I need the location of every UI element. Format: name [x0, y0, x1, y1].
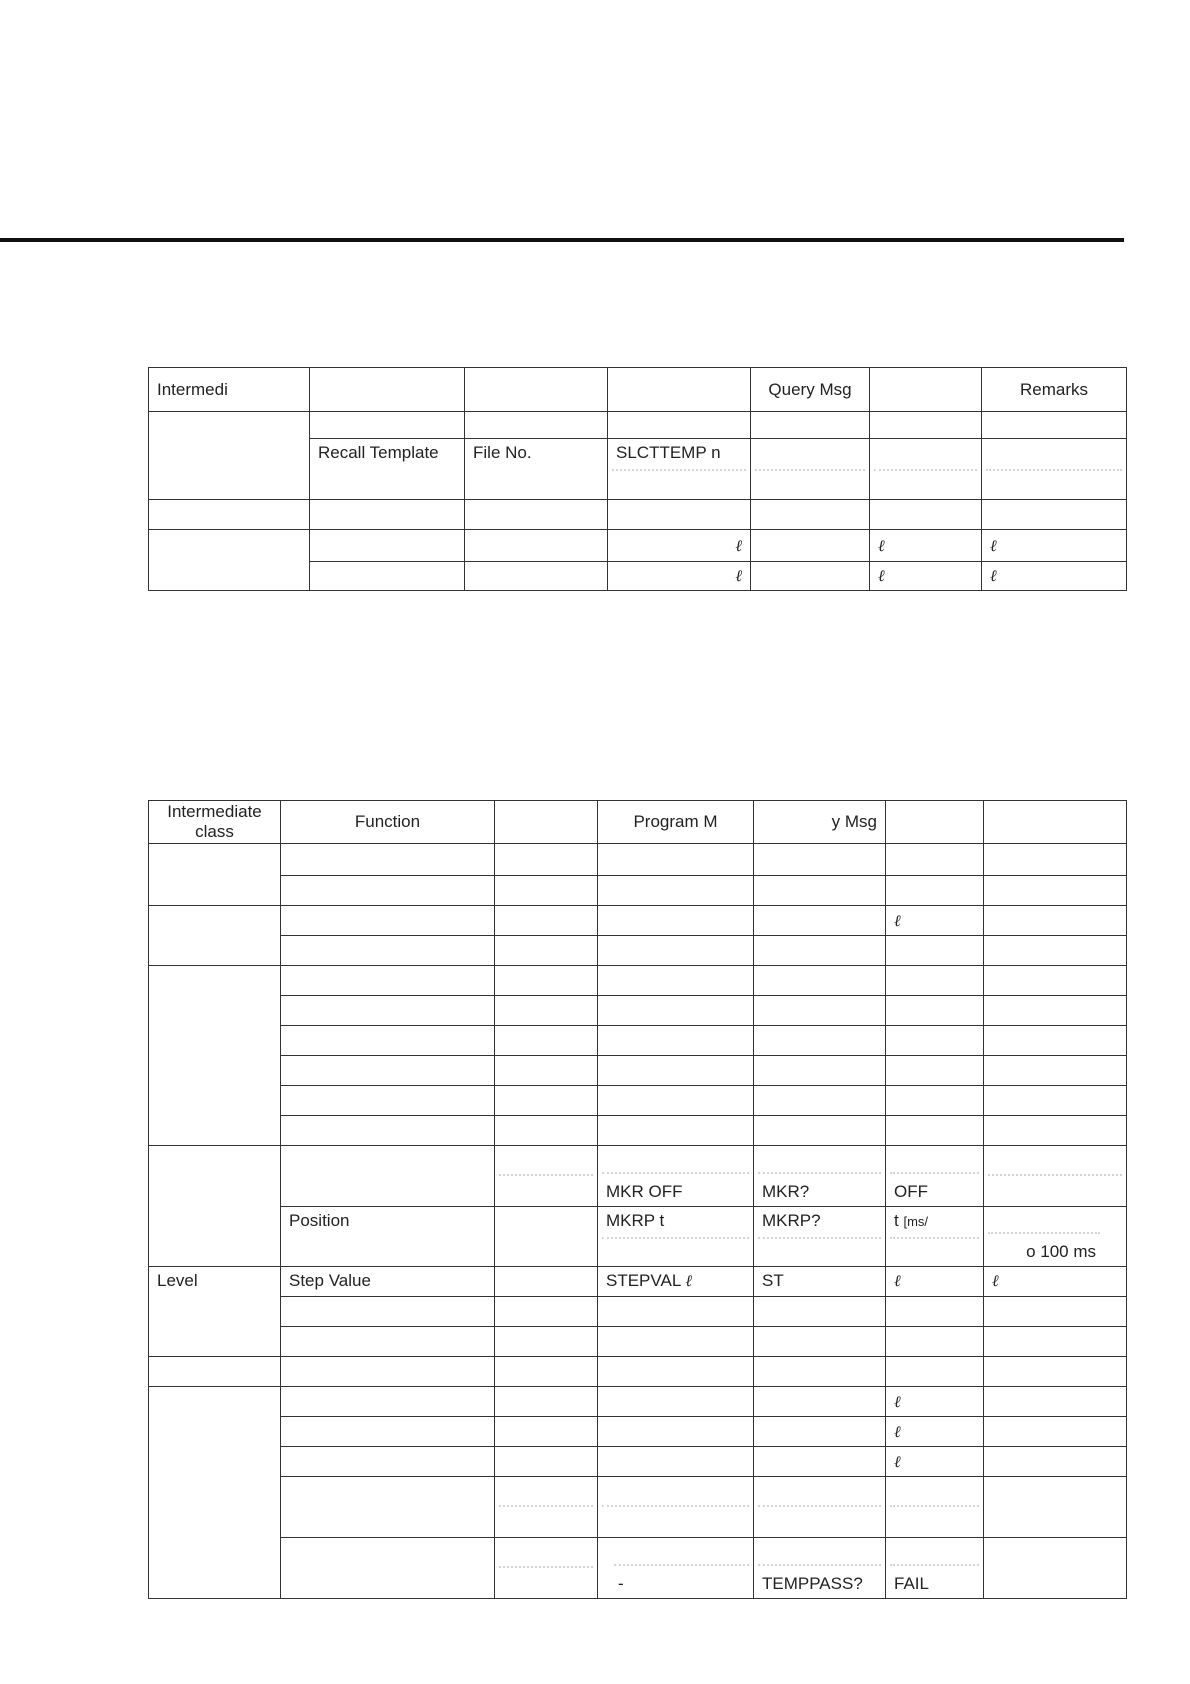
level-symbol: ℓ: [990, 535, 997, 555]
table-row: [149, 530, 1127, 562]
table-row: [149, 500, 1127, 530]
table-row-marker-position: [149, 1207, 1127, 1267]
query-msg-temppass: TEMPPASS?: [762, 1574, 863, 1593]
header-query-msg: y Msg: [754, 801, 886, 844]
header-response: [870, 368, 982, 412]
query-msg-st: ST: [754, 1267, 886, 1297]
level-symbol: ℓ: [894, 1421, 901, 1441]
table-row: [149, 844, 1127, 876]
program-msg-dash: -: [618, 1574, 624, 1593]
header-function: Function: [281, 801, 495, 844]
response-fail: FAIL: [894, 1574, 929, 1593]
table-row: [149, 1447, 1127, 1477]
level-symbol: ℓ: [894, 1391, 901, 1411]
table-row: [149, 1116, 1127, 1146]
program-msg-mkr-off: MKR OFF: [606, 1182, 683, 1201]
header-program-msg: Program M: [598, 801, 754, 844]
table-marker-level-functions: [148, 800, 1127, 1599]
top-rule: [0, 238, 1124, 242]
table-row: [149, 412, 1127, 439]
table-row: [149, 1026, 1127, 1056]
level-symbol: ℓ: [685, 1271, 693, 1290]
header-function: [310, 368, 465, 412]
table-template-functions: [148, 367, 1127, 591]
function-position: Position: [281, 1207, 495, 1267]
header-program-msg: [608, 368, 751, 412]
class-cell: [149, 1146, 281, 1267]
header-remarks: [984, 801, 1127, 844]
class-cell: [149, 1387, 281, 1599]
table-row: [149, 936, 1127, 966]
table-row-step-value: [149, 1267, 1127, 1297]
table-row: [149, 996, 1127, 1026]
table-row: [149, 1056, 1127, 1086]
function-recall-template: Recall Template: [310, 439, 465, 500]
param-file-no: File No.: [465, 439, 608, 500]
query-msg-mkr: MKR?: [762, 1182, 810, 1201]
header-parameter: [465, 368, 608, 412]
function-step-value: Step Value: [281, 1267, 495, 1297]
table-row-marker-off: [149, 1146, 1127, 1207]
table-row-temppass: [149, 1538, 1127, 1599]
table-row: [149, 1417, 1127, 1447]
level-symbol: ℓ: [894, 1451, 901, 1471]
level-symbol: ℓ: [878, 566, 885, 585]
table-row: [149, 1297, 1127, 1327]
response-unit: [ms/: [903, 1214, 929, 1229]
level-symbol: ℓ: [894, 910, 901, 930]
program-msg-slcttemp: SLCTTEMP n: [608, 439, 751, 500]
table-row: [149, 1477, 1127, 1538]
query-msg-mkrp: MKRP?: [762, 1211, 821, 1230]
level-symbol: ℓ: [990, 566, 997, 585]
table-row: [149, 1327, 1127, 1357]
table-row: [149, 906, 1127, 936]
table-row: [149, 966, 1127, 996]
table-header-row: [149, 368, 1127, 412]
header-parameter: [495, 801, 598, 844]
table-row: [149, 876, 1127, 906]
class-cell: [149, 966, 281, 1146]
program-msg-stepval: STEPVAL ℓ: [598, 1267, 754, 1297]
header-query-msg: Query Msg: [751, 368, 870, 412]
header-remarks: Remarks: [982, 368, 1127, 412]
header-response: [886, 801, 984, 844]
response-t: t: [894, 1211, 899, 1230]
level-symbol: ℓ: [735, 535, 742, 555]
table-row: [149, 1086, 1127, 1116]
level-symbol: ℓ: [878, 535, 885, 555]
class-cell: [149, 844, 281, 906]
remarks-100ms: o 100 ms: [1026, 1242, 1096, 1261]
program-msg-mkrp: MKRP t: [606, 1211, 665, 1230]
table-row: [149, 1387, 1127, 1417]
class-cell: [149, 906, 281, 966]
class-cell: [149, 412, 310, 500]
header-intermediate-class: Intermedi: [149, 368, 310, 412]
level-symbol: ℓ: [992, 1271, 999, 1290]
class-cell: [149, 530, 310, 591]
header-intermediate-class: Intermediate class: [149, 801, 281, 844]
table-row: [149, 1357, 1127, 1387]
response-off: OFF: [894, 1182, 928, 1201]
level-symbol: ℓ: [894, 1271, 901, 1290]
level-symbol: ℓ: [735, 566, 742, 585]
table-header-row: [149, 801, 1127, 844]
class-level: Level: [149, 1267, 281, 1357]
